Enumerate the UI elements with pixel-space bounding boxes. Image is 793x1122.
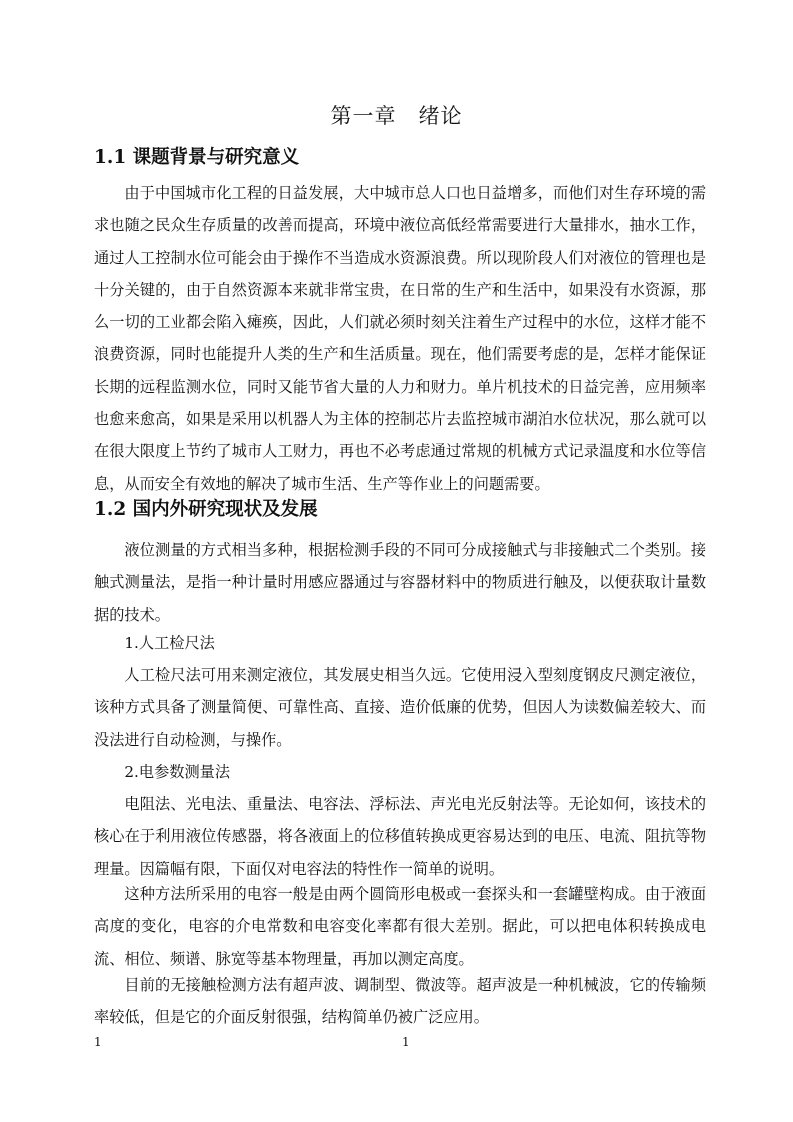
footer-page-number-center: 1 <box>402 1035 410 1049</box>
paragraph-electrical-methods: 电阻法、光电法、重量法、电容法、浮标法、声光电光反射法等。无论如何，该技术的核心在于利用液位传感器，将各液面上的位移值转换成更容易达到的电压、电流、阻抗等物理量。因篇幅有限，下面仅对电容法的特性作一简单的说明。 <box>94 795 706 878</box>
list-item-electrical-parameter: 2.电参数测量法 <box>124 763 231 781</box>
list-item-manual-dipstick: 1.人工检尺法 <box>124 634 215 652</box>
footer-page-number-left: 1 <box>94 1035 102 1049</box>
section-heading-1-2: 1.2 国内外研究现状及发展 <box>94 499 318 520</box>
paragraph-manual-dipstick: 人工检尺法可用来测定液位，其发展史相当久远。它使用浸入型刻度钢皮尺测定液位，该种方式具备了测量简便、可靠性高、直接、造价低廉的优势，但因人为读数偏差较大、而没法进行自动检测，与操作。 <box>94 666 706 749</box>
paragraph-non-contact-methods: 目前的无接触检测方法有超声波、调制型、微波等。超声波是一种机械波，它的传输频率较低，但是它的介面反射很强，结构简单仍被广泛应用。 <box>94 976 706 1027</box>
chapter-title: 第一章 绪论 <box>330 104 463 128</box>
paragraph-capacitance-method: 这种方法所采用的电容一般是由两个圆筒形电极或一套探头和一套罐壁构成。由于液面高度的变化，电容的介电常数和电容变化率都有很大差别。据此，可以把电体积转换成电流、相位、频谱、脉宽等基本物理量，再加以测定高度。 <box>94 885 706 968</box>
paragraph-background: 由于中国城市化工程的日益发展，大中城市总人口也日益增多，而他们对生存环境的需求也随之民众生存质量的改善而提高，环境中液位高低经常需要进行大量排水，抽水工作，通过人工控制水位可能会由于操作不当造成水资源浪费。所以现阶段人们对液位的管理也是十分关键的，由于自然资源本来就非常宝贵，在日常的生产和生活中，如果没有水资源，那么一切的工业都会陷入瘫痪，因此，人们就必须时刻关注着生产过程中的水位，这样才能不浪费资源，同时也能提升人类的生产和生活质量。现在，他们需要考虑的是，怎样才能保证长期的远程监测水位，同时又能节省大量的人力和财力。单片机技术的日益完善，应用频率也愈来愈高，如果是采用以机器人为主体的控制芯片去监控城市湖泊水位状况，那么就可以在很大限度上节约了城市人工财力，再也不必考虑通过常规的机械方式记录温度和水位等信息，从而安全有效地的解决了城市生活、生产等作业上的问题需要。 <box>94 184 706 493</box>
paragraph-measurement-intro: 液位测量的方式相当多种，根据检测手段的不同可分成接触式与非接触式二个类别。接触式测量法，是指一种计量时用感应器通过与容器材料中的物质进行触及，以便获取计量数据的技术。 <box>94 541 706 624</box>
section-heading-1-1: 1.1 课题背景与研究意义 <box>94 147 300 168</box>
